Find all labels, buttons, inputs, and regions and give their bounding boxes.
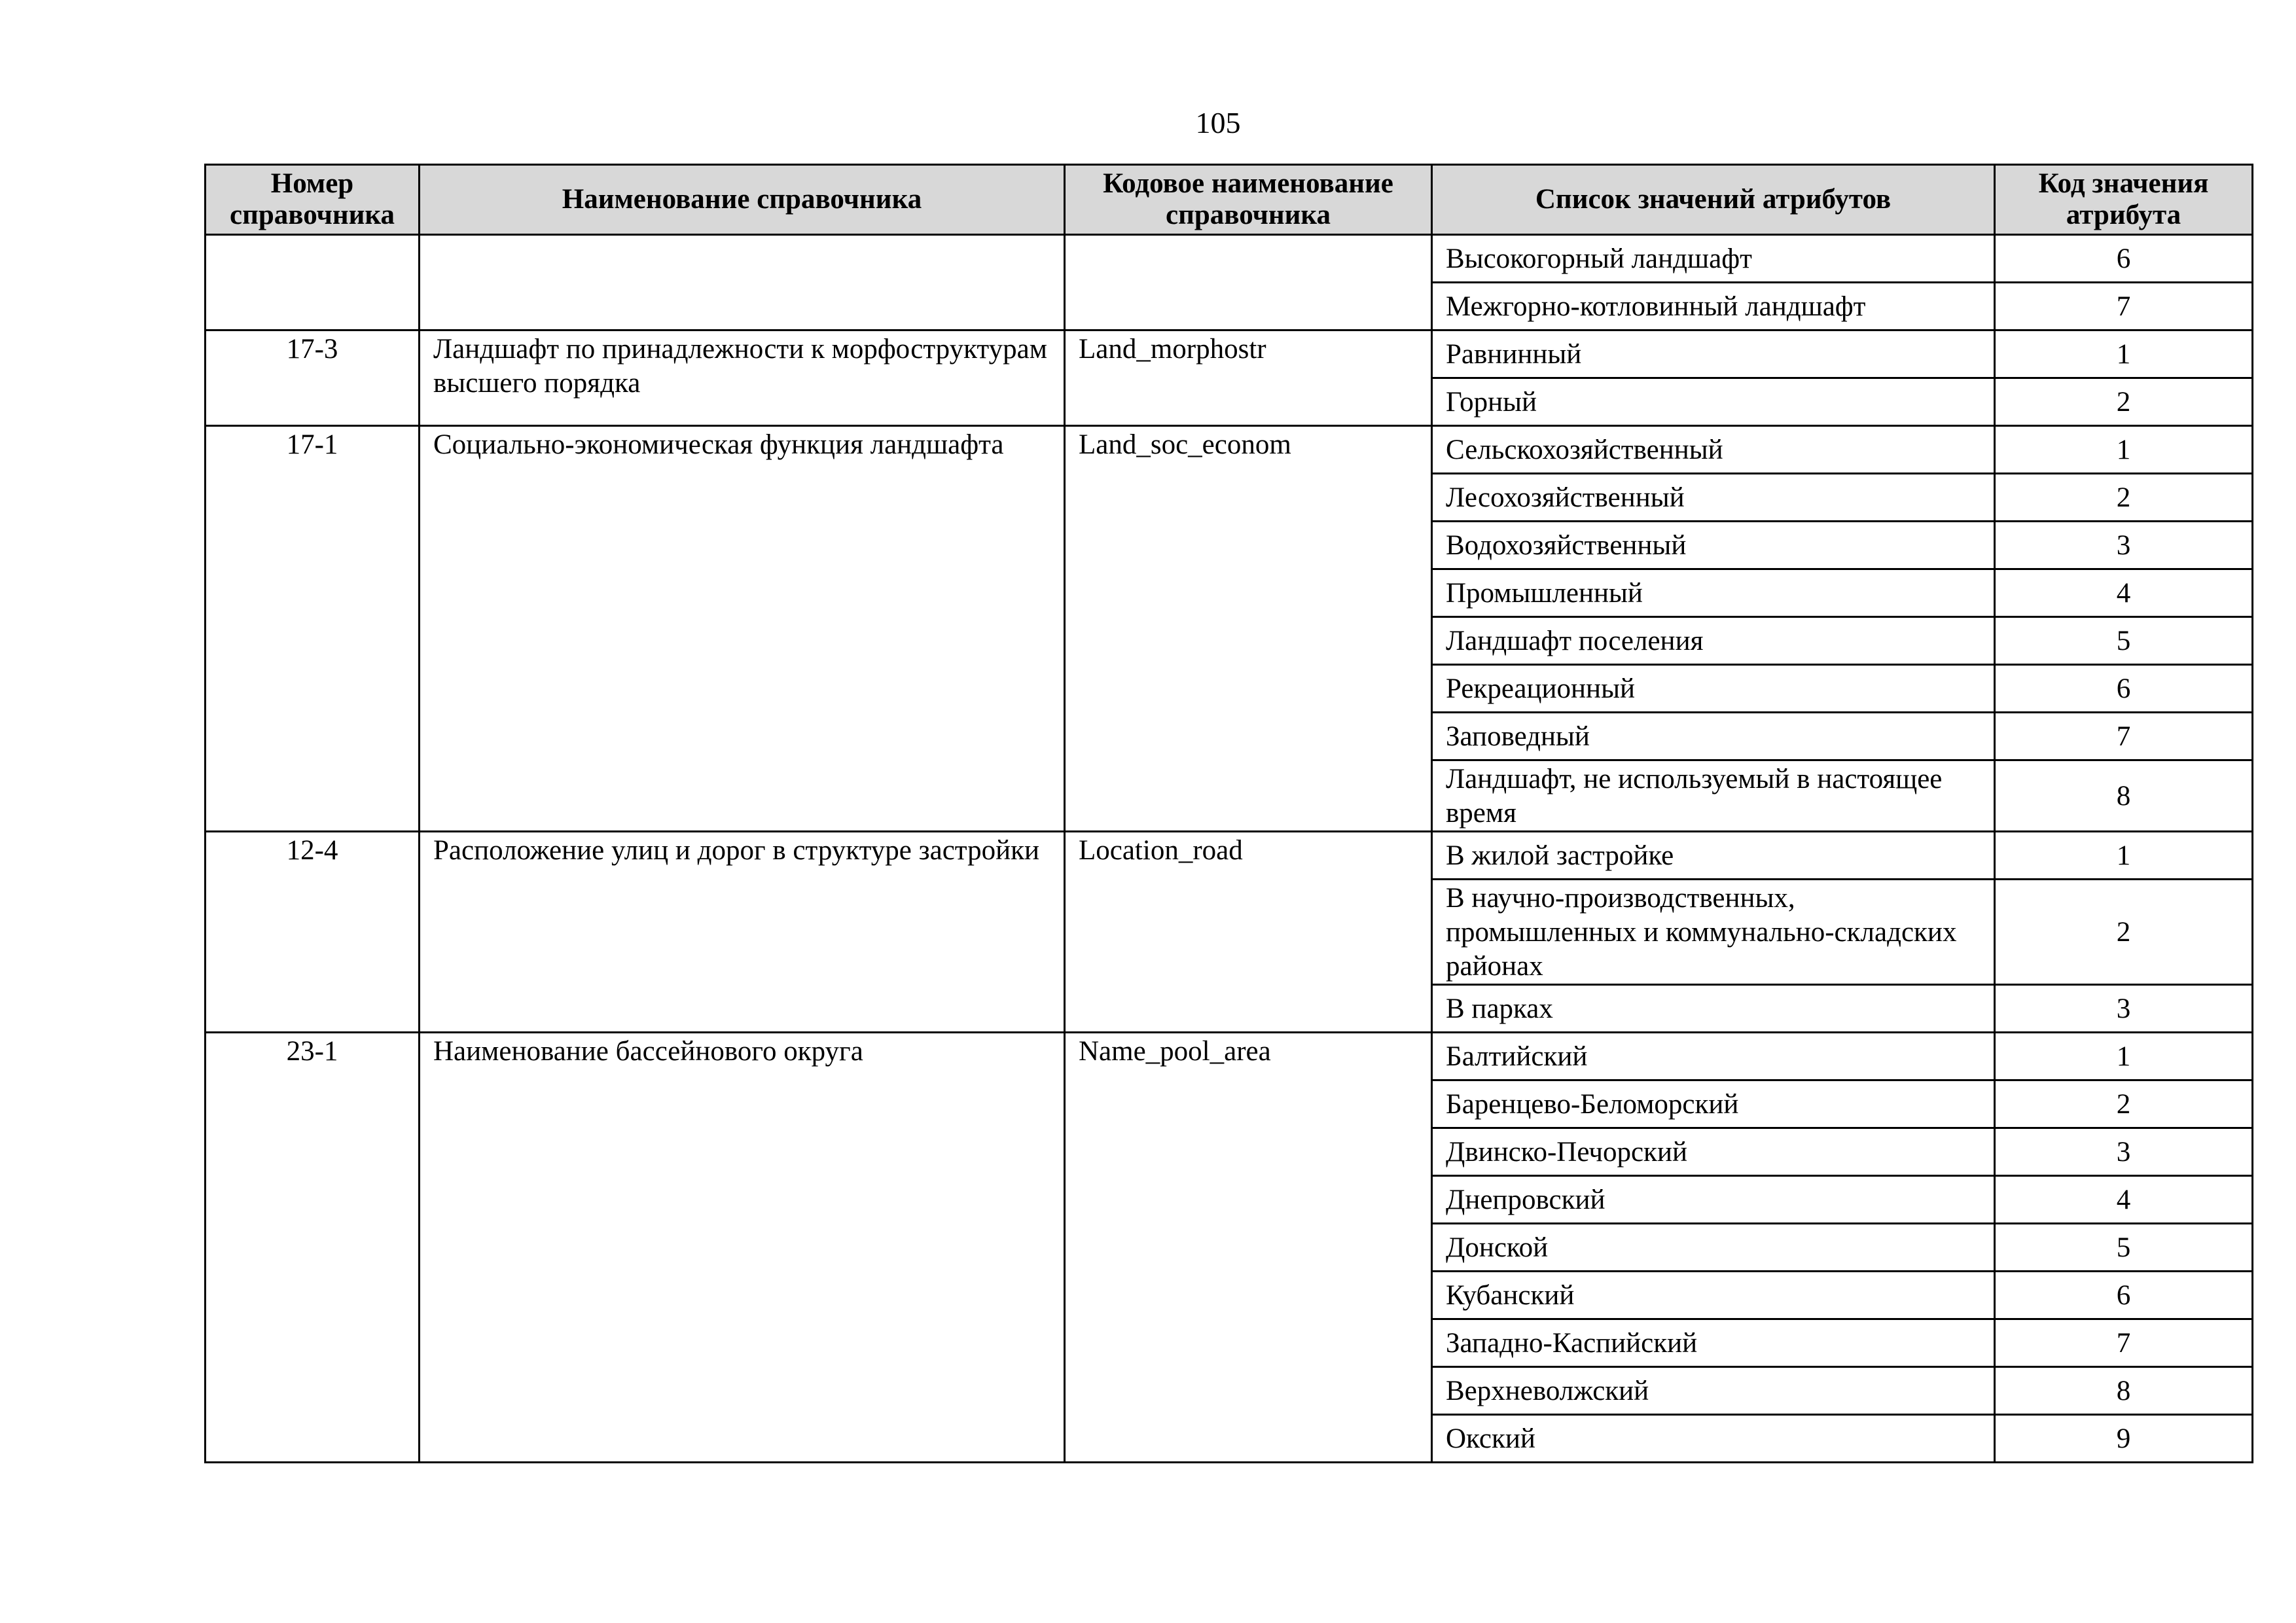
- directory-name-cell: [420, 235, 1065, 330]
- attribute-value-cell: Баренцево-Беломорский: [1432, 1080, 1995, 1128]
- header-code: Код значения атрибута: [1995, 165, 2253, 235]
- attribute-code-cell: 3: [1995, 985, 2253, 1033]
- directory-name-cell: Наименование бассейнового округа: [420, 1033, 1065, 1463]
- reference-table: [204, 164, 2253, 1463]
- page-number: 105: [1195, 106, 1241, 139]
- table-row: [206, 235, 2253, 283]
- directory-code-name-cell: Land_soc_econom: [1065, 426, 1432, 832]
- attribute-code-cell: 1: [1995, 1033, 2253, 1080]
- attribute-code-cell: 3: [1995, 522, 2253, 569]
- directory-number-cell: 17-1: [206, 426, 420, 832]
- attribute-value-cell: Ландшафт поселения: [1432, 617, 1995, 665]
- attribute-value-cell: Верхневолжский: [1432, 1367, 1995, 1415]
- attribute-code-cell: 8: [1995, 1367, 2253, 1415]
- attribute-code-cell: 3: [1995, 1128, 2253, 1176]
- attribute-code-cell: 5: [1995, 1224, 2253, 1272]
- attribute-value-cell: Ландшафт, не используемый в настоящее время: [1432, 760, 1995, 832]
- attribute-value-cell: Рекреационный: [1432, 665, 1995, 713]
- attribute-code-cell: 7: [1995, 1319, 2253, 1367]
- directory-number-cell: 12-4: [206, 832, 420, 1033]
- attribute-code-cell: 2: [1995, 880, 2253, 985]
- attribute-value-cell: Промышленный: [1432, 569, 1995, 617]
- directory-code-name-cell: [1065, 235, 1432, 330]
- table-body: [206, 235, 2253, 1463]
- directory-code-name-cell: Name_pool_area: [1065, 1033, 1432, 1463]
- directory-name-cell: Социально-экономическая функция ландшафта: [420, 426, 1065, 832]
- header-values: Список значений атрибутов: [1432, 165, 1995, 235]
- attribute-code-cell: 1: [1995, 330, 2253, 378]
- attribute-code-cell: 7: [1995, 283, 2253, 330]
- attribute-code-cell: 6: [1995, 665, 2253, 713]
- attribute-value-cell: Западно-Каспийский: [1432, 1319, 1995, 1367]
- attribute-value-cell: Высокогорный ландшафт: [1432, 235, 1995, 283]
- directory-number-cell: [206, 235, 420, 330]
- attribute-value-cell: Сельскохозяйственный: [1432, 426, 1995, 474]
- attribute-value-cell: Равнинный: [1432, 330, 1995, 378]
- directory-code-name-cell: Land_morphostr: [1065, 330, 1432, 426]
- attribute-value-cell: Водохозяйственный: [1432, 522, 1995, 569]
- attribute-code-cell: 4: [1995, 569, 2253, 617]
- header-code-name: Кодовое наименование справочника: [1065, 165, 1432, 235]
- attribute-value-cell: Окский: [1432, 1415, 1995, 1463]
- table-row: [206, 426, 2253, 474]
- directory-number-cell: 23-1: [206, 1033, 420, 1463]
- attribute-value-cell: Донской: [1432, 1224, 1995, 1272]
- header-name: Наименование справочника: [420, 165, 1065, 235]
- attribute-code-cell: 7: [1995, 713, 2253, 760]
- attribute-value-cell: В парках: [1432, 985, 1995, 1033]
- attribute-code-cell: 4: [1995, 1176, 2253, 1224]
- directory-code-name-cell: Location_road: [1065, 832, 1432, 1033]
- directory-name-cell: Расположение улиц и дорог в структуре застройки: [420, 832, 1065, 1033]
- attribute-code-cell: 5: [1995, 617, 2253, 665]
- table-row: [206, 1033, 2253, 1080]
- attribute-value-cell: Днепровский: [1432, 1176, 1995, 1224]
- directory-name-cell: Ландшафт по принадлежности к морфоструктурам высшего порядка: [420, 330, 1065, 426]
- attribute-code-cell: 1: [1995, 426, 2253, 474]
- attribute-value-cell: Горный: [1432, 378, 1995, 426]
- attribute-value-cell: Кубанский: [1432, 1272, 1995, 1319]
- attribute-code-cell: 9: [1995, 1415, 2253, 1463]
- attribute-code-cell: 2: [1995, 474, 2253, 522]
- attribute-code-cell: 2: [1995, 378, 2253, 426]
- attribute-value-cell: Балтийский: [1432, 1033, 1995, 1080]
- attribute-code-cell: 1: [1995, 832, 2253, 880]
- attribute-value-cell: Заповедный: [1432, 713, 1995, 760]
- attribute-value-cell: Лесохозяйственный: [1432, 474, 1995, 522]
- attribute-code-cell: 2: [1995, 1080, 2253, 1128]
- directory-number-cell: 17-3: [206, 330, 420, 426]
- attribute-value-cell: В жилой застройке: [1432, 832, 1995, 880]
- table-row: [206, 330, 2253, 378]
- table-header-row: [206, 165, 2253, 235]
- header-number: Номер справочника: [206, 165, 420, 235]
- attribute-code-cell: 8: [1995, 760, 2253, 832]
- table-row: [206, 832, 2253, 880]
- attribute-value-cell: Межгорно-котловинный ландшафт: [1432, 283, 1995, 330]
- attribute-value-cell: В научно-производственных, промышленных и коммунально-складских районах: [1432, 880, 1995, 985]
- attribute-code-cell: 6: [1995, 235, 2253, 283]
- attribute-code-cell: 6: [1995, 1272, 2253, 1319]
- attribute-value-cell: Двинско-Печорский: [1432, 1128, 1995, 1176]
